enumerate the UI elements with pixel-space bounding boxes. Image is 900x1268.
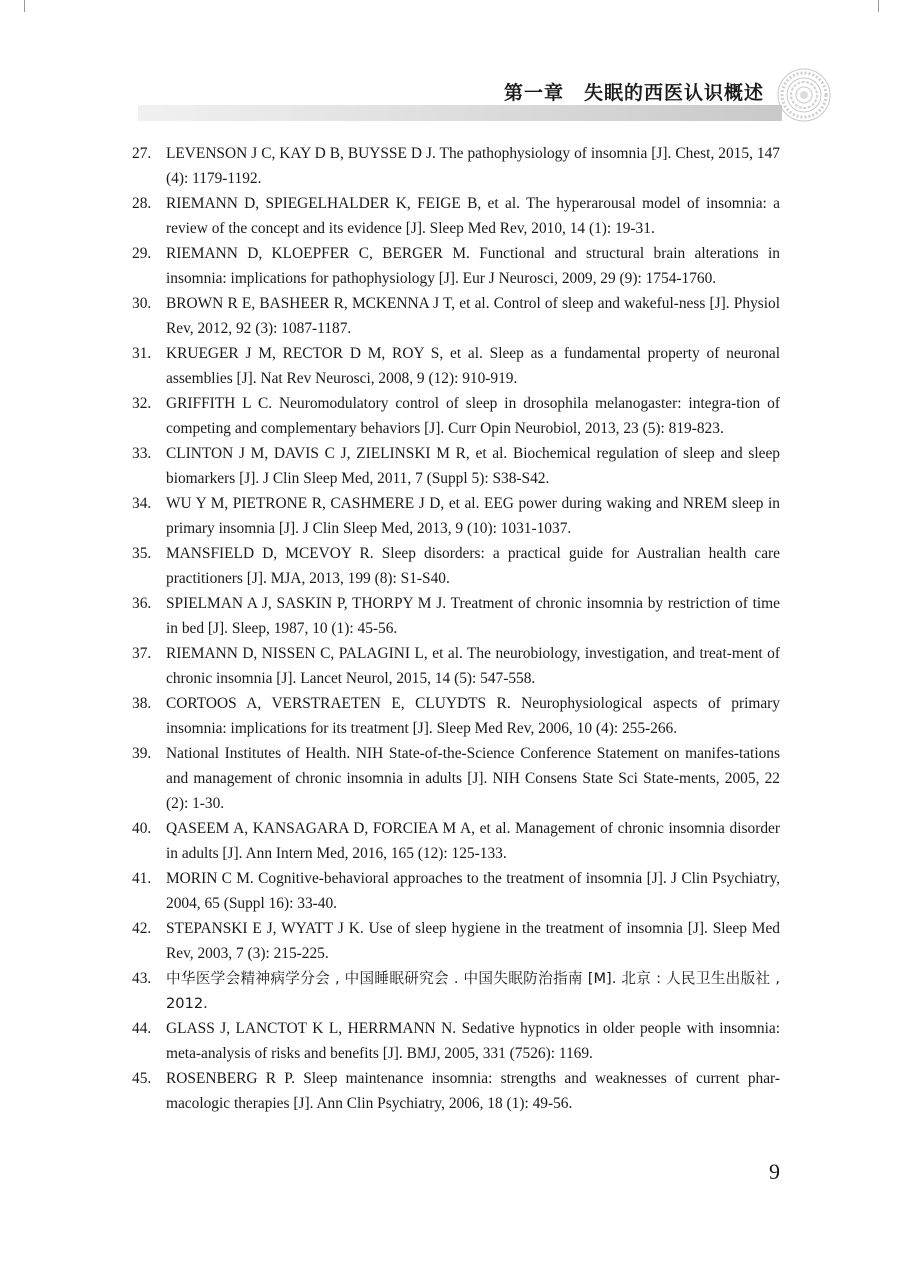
reference-text: MANSFIELD D, MCEVOY R. Sleep disorders: a practical guide for Australian health care practitioners [J]. MJA, 2013, 199 (8): S1-S40.: [166, 545, 780, 587]
reference-number: 38.: [132, 695, 152, 712]
reference-text: QASEEM A, KANSAGARA D, FORCIEA M A, et al. Management of chronic insomnia disorder in adults [J]. Ann Intern Med, 2016, 165 (12): 125-133.: [166, 820, 780, 862]
chapter-emblem-icon: [776, 67, 832, 123]
reference-text: LEVENSON J C, KAY D B, BUYSSE D J. The pathophysiology of insomnia [J]. Chest, 2015, 147 (4): 1179-1192.: [166, 145, 780, 187]
reference-number: 29.: [132, 245, 152, 262]
reference-item: [132, 916, 780, 966]
reference-text: RIEMANN D, SPIEGELHALDER K, FEIGE B, et al. The hyperarousal model of insomnia: a review of the concept and its evidence [J]. Sleep Med Rev, 2010, 14 (1): 19-31.: [166, 195, 780, 237]
reference-item: [132, 866, 780, 916]
reference-number: 44.: [132, 1020, 152, 1037]
reference-text: RIEMANN D, NISSEN C, PALAGINI L, et al. The neurobiology, investigation, and treat-ment of chronic insomnia [J]. Lancet Neurol, 2015, 14 (5): 547-558.: [166, 645, 780, 687]
reference-number: 41.: [132, 870, 152, 887]
reference-number: 27.: [132, 145, 152, 162]
reference-number: 37.: [132, 645, 152, 662]
reference-item: [132, 341, 780, 391]
reference-number: 35.: [132, 545, 152, 562]
reference-text: BROWN R E, BASHEER R, MCKENNA J T, et al. Control of sleep and wakeful-ness [J]. Physiol Rev, 2012, 92 (3): 1087-1187.: [166, 295, 780, 337]
reference-text: KRUEGER J M, RECTOR D M, ROY S, et al. Sleep as a fundamental property of neuronal assemblies [J]. Nat Rev Neurosci, 2008, 9 (12): 910-919.: [166, 345, 780, 387]
reference-number: 39.: [132, 745, 152, 762]
reference-item: [132, 1016, 780, 1066]
reference-number: 28.: [132, 195, 152, 212]
reference-item: [132, 441, 780, 491]
reference-item: [132, 141, 780, 191]
reference-text: RIEMANN D, KLOEPFER C, BERGER M. Functional and structural brain alterations in insomnia: implications for pathophysiology [J]. Eur J Neurosci, 2009, 29 (9): 1754-1760.: [166, 245, 780, 287]
reference-list: [132, 141, 780, 1116]
reference-item: [132, 541, 780, 591]
reference-text: GLASS J, LANCTOT K L, HERRMANN N. Sedative hypnotics in older people with insomnia: meta-analysis of risks and benefits [J]. BMJ, 2005, 331 (7526): 1169.: [166, 1020, 780, 1062]
reference-number: 42.: [132, 920, 152, 937]
reference-number: 32.: [132, 395, 152, 412]
reference-item: [132, 816, 780, 866]
reference-item: [132, 391, 780, 441]
chapter-title: 第一章 失眠的西医认识概述: [503, 82, 764, 104]
reference-text: STEPANSKI E J, WYATT J K. Use of sleep hygiene in the treatment of insomnia [J]. Sleep Med Rev, 2003, 7 (3): 215-225.: [166, 920, 780, 962]
reference-item: [132, 591, 780, 641]
reference-item: [132, 491, 780, 541]
reference-text: CLINTON J M, DAVIS C J, ZIELINSKI M R, et al. Biochemical regulation of sleep and sleep biomarkers [J]. J Clin Sleep Med, 2011, 7 (Suppl 5): S38-S42.: [166, 445, 780, 487]
reference-number: 43.: [132, 970, 152, 987]
header-band: [138, 105, 782, 121]
reference-number: 36.: [132, 595, 152, 612]
reference-text: GRIFFITH L C. Neuromodulatory control of sleep in drosophila melanogaster: integra-tion of competing and complementary behaviors [J]. Curr Opin Neurobiol, 2013, 23 (5): 819-823.: [166, 395, 780, 437]
page-number: 9: [769, 1159, 780, 1184]
reference-item: [132, 691, 780, 741]
reference-number: 33.: [132, 445, 152, 462]
reference-number: 34.: [132, 495, 152, 512]
reference-text: National Institutes of Health. NIH State-of-the-Science Conference Statement on manifes-tations and management of chronic insomnia in adults [J]. NIH Consens State Sci State-ments, 2005, 22 (2): 1-30.: [166, 745, 780, 812]
reference-number: 30.: [132, 295, 152, 312]
reference-item: [132, 641, 780, 691]
reference-item: [132, 291, 780, 341]
reference-item: [132, 241, 780, 291]
reference-text: CORTOOS A, VERSTRAETEN E, CLUYDTS R. Neurophysiological aspects of primary insomnia: implications for its treatment [J]. Sleep Med Rev, 2006, 10 (4): 255-266.: [166, 695, 780, 737]
reference-text: 中华医学会精神病学分会 , 中国睡眠研究会 . 中国失眠防治指南 [M]. 北京 : 人民卫生出版社 , 2012.: [166, 970, 780, 1012]
reference-number: 40.: [132, 820, 152, 837]
reference-number: 31.: [132, 345, 152, 362]
crop-mark-left: [24, 0, 25, 12]
reference-item: [132, 1066, 780, 1116]
reference-item: [132, 741, 780, 816]
crop-mark-right: [878, 0, 879, 12]
reference-text: WU Y M, PIETRONE R, CASHMERE J D, et al. EEG power during waking and NREM sleep in primary insomnia [J]. J Clin Sleep Med, 2013, 9 (10): 1031-1037.: [166, 495, 780, 537]
reference-item: [132, 966, 780, 1016]
reference-text: ROSENBERG R P. Sleep maintenance insomnia: strengths and weaknesses of current phar-macologic therapies [J]. Ann Clin Psychiatry, 2006, 18 (1): 49-56.: [166, 1070, 780, 1112]
reference-item: [132, 191, 780, 241]
reference-number: 45.: [132, 1070, 152, 1087]
reference-text: MORIN C M. Cognitive-behavioral approaches to the treatment of insomnia [J]. J Clin Psychiatry, 2004, 65 (Suppl 16): 33-40.: [166, 870, 780, 912]
reference-text: SPIELMAN A J, SASKIN P, THORPY M J. Treatment of chronic insomnia by restriction of time in bed [J]. Sleep, 1987, 10 (1): 45-56.: [166, 595, 780, 637]
